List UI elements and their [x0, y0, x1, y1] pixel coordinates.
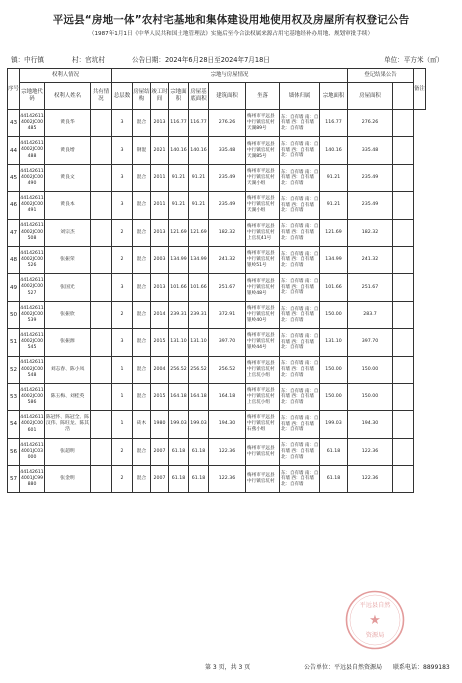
cell-year: 2007: [151, 438, 169, 465]
cell-remark: [393, 356, 414, 383]
cell-floors: 1: [112, 383, 133, 410]
cell-seq: 54: [8, 411, 20, 438]
cell-land-area: 164.18: [169, 383, 189, 410]
cell-boundaries: 东：自有墙 南：自有墙 西：自有墙 北：自有墙: [280, 356, 320, 383]
col-owner-name-header: 权利人姓名: [45, 83, 91, 110]
svg-text:★: ★: [369, 613, 381, 628]
cell-co-owner: [91, 301, 112, 328]
cell-boundaries: 东：自有墙 南：自有墙 西：自有墙 北：自有墙: [280, 110, 320, 137]
cell-seq: 49: [8, 274, 20, 301]
cell-base-area: 140.16: [189, 137, 209, 164]
cell-reg-land-area: 199.03: [320, 411, 348, 438]
table-row: [8, 383, 426, 410]
cell-land-area: 140.16: [169, 137, 189, 164]
cell-location: 梅州市平远县中行镇官坑村: [246, 466, 280, 493]
cell-seq: 53: [8, 383, 20, 410]
cell-land-area: 91.21: [169, 192, 189, 219]
cell-reg-building-area: 276.26: [348, 110, 393, 137]
cell-reg-land-area: 150.00: [320, 356, 348, 383]
cell-parcel-code: 441426114002JC00491: [20, 192, 45, 219]
cell-building-area: 182.32: [209, 219, 246, 246]
cell-land-area: 199.03: [169, 411, 189, 438]
cell-reg-building-area: 235.49: [348, 192, 393, 219]
cell-reg-building-area: 283.7: [348, 301, 393, 328]
cell-seq: 43: [8, 110, 20, 137]
cell-reg-building-area: 150.00: [348, 383, 393, 410]
cell-reg-land-area: 150.00: [320, 301, 348, 328]
cell-base-area: 61.18: [189, 438, 209, 465]
cell-land-area: 134.99: [169, 246, 189, 273]
table-row: [8, 110, 426, 137]
cell-owner-name: 张金明: [45, 466, 91, 493]
cell-boundaries: 东：自有墙 南：自有墙 西：自有墙 北：自有墙: [280, 219, 320, 246]
cell-co-owner: [91, 246, 112, 273]
cell-building-area: 372.91: [209, 301, 246, 328]
cell-remark: [393, 411, 414, 438]
cell-floors: 2: [112, 246, 133, 273]
cell-structure: 混合: [133, 383, 151, 410]
col-location-header: 坐落: [246, 83, 280, 110]
table-row: [8, 164, 426, 191]
table-row: [8, 274, 426, 301]
cell-co-owner: [91, 110, 112, 137]
announcing-org: 公告单位：平远县自然资源局: [304, 664, 383, 671]
cell-building-area: 194.30: [209, 411, 246, 438]
cell-reg-building-area: 235.49: [348, 164, 393, 191]
cell-reg-building-area: 150.00: [348, 356, 393, 383]
cell-reg-land-area: 91.21: [320, 164, 348, 191]
cell-parcel-code: 441426114002JC00548: [20, 356, 45, 383]
official-seal: [344, 589, 406, 651]
col-boundaries-header: 墙体归属: [280, 83, 320, 110]
cell-year: 2014: [151, 301, 169, 328]
cell-co-owner: [91, 383, 112, 410]
cell-floors: 2: [112, 466, 133, 493]
announcement-period: 公告日期：2024年6月28日至2024年7月18日: [132, 56, 270, 64]
cell-parcel-code: 441426114002JC00527: [20, 274, 45, 301]
col-building-area-header: 建筑面积: [209, 83, 246, 110]
cell-structure: 混合: [133, 246, 151, 273]
cell-base-area: 134.99: [189, 246, 209, 273]
cell-owner-name: 黄良增: [45, 137, 91, 164]
cell-parcel-code: 441426114002JC00490: [20, 164, 45, 191]
cell-location: 梅州市平远县中行镇官坑村: [246, 438, 280, 465]
table-row: [8, 137, 426, 164]
cell-parcel-code: 441426114002JC00526: [20, 246, 45, 273]
cell-structure: 混合: [133, 301, 151, 328]
cell-seq: 56: [8, 438, 20, 465]
cell-reg-building-area: 194.30: [348, 411, 393, 438]
cell-location: 梅州市平远县中行镇官坑村天湖小组: [246, 164, 280, 191]
cell-owner-name: 张振荣: [45, 246, 91, 273]
cell-remark: [393, 110, 414, 137]
cell-floors: 1: [112, 411, 133, 438]
cell-owner-name: 陈冠怀、陈冠全、陈汉伟、陈旺龙、陈其浩: [45, 411, 91, 438]
cell-remark: [393, 137, 414, 164]
cell-structure: 混合: [133, 192, 151, 219]
cell-floors: 3: [112, 137, 133, 164]
cell-reg-land-area: 131.10: [320, 329, 348, 356]
unit-label: 单位：平方米（㎡）: [384, 56, 444, 64]
cell-reg-building-area: 182.32: [348, 219, 393, 246]
cell-owner-name: 张超明: [45, 438, 91, 465]
cell-parcel-code: 441426114002JC00601: [20, 411, 45, 438]
table-row: [8, 466, 426, 493]
cell-co-owner: [91, 164, 112, 191]
cell-base-area: 116.77: [189, 110, 209, 137]
cell-remark: [393, 164, 414, 191]
cell-reg-land-area: 150.00: [320, 383, 348, 410]
cell-year: 2015: [151, 383, 169, 410]
cell-base-area: 239.31: [189, 301, 209, 328]
cell-co-owner: [91, 411, 112, 438]
cell-seq: 46: [8, 192, 20, 219]
cell-owner-name: 黄良文: [45, 164, 91, 191]
cell-building-area: 276.26: [209, 110, 246, 137]
cell-reg-building-area: 251.67: [348, 274, 393, 301]
table-row: [8, 246, 426, 273]
cell-structure: 混合: [133, 438, 151, 465]
cell-building-area: 235.49: [209, 164, 246, 191]
table-row: [8, 192, 426, 219]
table-row: [8, 356, 426, 383]
cell-remark: [393, 219, 414, 246]
col-co-owner-header: 共有情况: [91, 83, 112, 110]
cell-seq: 44: [8, 137, 20, 164]
cell-co-owner: [91, 192, 112, 219]
cell-reg-building-area: 335.48: [348, 137, 393, 164]
cell-structure: 钢混: [133, 137, 151, 164]
cell-building-area: 235.49: [209, 192, 246, 219]
cell-parcel-code: 441426114002JC00508: [20, 219, 45, 246]
cell-location: 梅州市平远县中行镇官坑村上官坑41号: [246, 219, 280, 246]
cell-building-area: 256.52: [209, 356, 246, 383]
cell-reg-building-area: 241.32: [348, 246, 393, 273]
cell-location: 梅州市平远县中行镇官坑村银岭51号: [246, 246, 280, 273]
cell-owner-name: 张国光: [45, 274, 91, 301]
cell-parcel-code: 441426114001JC03000: [20, 438, 45, 465]
cell-seq: 50: [8, 301, 20, 328]
cell-land-area: 91.21: [169, 164, 189, 191]
cell-floors: 1: [112, 356, 133, 383]
table-row: [8, 329, 426, 356]
cell-seq: 52: [8, 356, 20, 383]
cell-structure: 混合: [133, 274, 151, 301]
cell-reg-building-area: 122.36: [348, 438, 393, 465]
cell-structure: 砖木: [133, 411, 151, 438]
cell-floors: 3: [112, 329, 133, 356]
cell-co-owner: [91, 438, 112, 465]
cell-boundaries: 东：自有墙 南：自有墙 西：自有墙 北：自有墙: [280, 329, 320, 356]
cell-floors: 2: [112, 301, 133, 328]
registration-table-wrapper: [7, 68, 426, 493]
cell-structure: 混合: [133, 219, 151, 246]
cell-owner-name: 刘宗杰: [45, 219, 91, 246]
col-reg-building-area-header: 房屋面积: [348, 83, 393, 110]
cell-base-area: 61.18: [189, 466, 209, 493]
cell-building-area: 122.36: [209, 466, 246, 493]
cell-co-owner: [91, 356, 112, 383]
table-row: [8, 219, 426, 246]
cell-building-area: 251.67: [209, 274, 246, 301]
col-base-area-header: 房屋基底面积: [189, 83, 209, 110]
cell-boundaries: 东：自有墙 南：自有墙 西：自有墙 北：自有墙: [280, 164, 320, 191]
cell-owner-name: 刘志春、陈小凤: [45, 356, 91, 383]
table-row: [8, 411, 426, 438]
cell-base-area: 121.69: [189, 219, 209, 246]
col-structure-header: 房屋结构: [133, 83, 151, 110]
cell-floors: 2: [112, 438, 133, 465]
cell-year: 2003: [151, 246, 169, 273]
cell-year: 2013: [151, 219, 169, 246]
cell-boundaries: 东：自有墙 南：自有墙 西：自有墙 北：自有墙: [280, 192, 320, 219]
village-label: 村：官坑村: [72, 56, 105, 64]
cell-year: 2004: [151, 356, 169, 383]
cell-year: 2011: [151, 164, 169, 191]
cell-parcel-code: 441426114002JC00488: [20, 137, 45, 164]
cell-structure: 混合: [133, 356, 151, 383]
cell-reg-land-area: 61.18: [320, 438, 348, 465]
cell-year: 2013: [151, 274, 169, 301]
cell-parcel-code: 441426114002JC00539: [20, 301, 45, 328]
cell-building-area: 164.18: [209, 383, 246, 410]
cell-boundaries: 东：自有墙 南：自有墙 西：自有墙 北：自有墙: [280, 466, 320, 493]
cell-boundaries: 东：自有墙 南：自有墙 西：自有墙 北：自有墙: [280, 383, 320, 410]
cell-co-owner: [91, 137, 112, 164]
cell-base-area: 91.21: [189, 192, 209, 219]
cell-reg-land-area: 140.16: [320, 137, 348, 164]
cell-floors: 3: [112, 164, 133, 191]
cell-seq: 47: [8, 219, 20, 246]
cell-parcel-code: 441426114002JC00586: [20, 383, 45, 410]
cell-floors: 2: [112, 219, 133, 246]
cell-location: 梅州市平远县中行镇官坑村石燕小组: [246, 411, 280, 438]
cell-seq: 45: [8, 164, 20, 191]
cell-remark: [393, 274, 414, 301]
cell-structure: 混合: [133, 466, 151, 493]
cell-year: 2011: [151, 192, 169, 219]
cell-remark: [393, 466, 414, 493]
cell-seq: 57: [8, 466, 20, 493]
cell-floors: 3: [112, 274, 133, 301]
cell-year: 2015: [151, 329, 169, 356]
cell-reg-land-area: 101.66: [320, 274, 348, 301]
cell-base-area: 164.18: [189, 383, 209, 410]
cell-parcel-code: 441426114002JC00545: [20, 329, 45, 356]
cell-remark: [393, 383, 414, 410]
cell-land-area: 239.31: [169, 301, 189, 328]
svg-text:资源局: 资源局: [365, 632, 385, 639]
col-land-group-header: 宗地与房屋情况: [112, 69, 348, 83]
cell-base-area: 101.66: [189, 274, 209, 301]
cell-owner-name: 张振源: [45, 329, 91, 356]
table-row: [8, 438, 426, 465]
cell-boundaries: 东：自有墙 南：自有墙 西：自有墙 北：自有墙: [280, 246, 320, 273]
col-year-header: 竣工时间: [151, 83, 169, 110]
cell-remark: [393, 246, 414, 273]
cell-parcel-code: 441426114001JC99880: [20, 466, 45, 493]
cell-building-area: 397.70: [209, 329, 246, 356]
cell-seq: 51: [8, 329, 20, 356]
col-owner-group-header: 权利人情况: [20, 69, 112, 83]
cell-owner-name: 黄良华: [45, 110, 91, 137]
cell-year: 1980: [151, 411, 169, 438]
cell-base-area: 256.52: [189, 356, 209, 383]
cell-year: 2007: [151, 466, 169, 493]
contact-phone: 联系电话：8899183: [393, 664, 450, 671]
cell-owner-name: 张振欣: [45, 301, 91, 328]
cell-remark: [393, 192, 414, 219]
col-result-group-header: 登记结果公告: [348, 69, 414, 83]
town-label: 镇：中行镇: [11, 56, 44, 64]
cell-structure: 混合: [133, 110, 151, 137]
cell-location: 梅州市平远县中行镇官坑村天湖小组: [246, 192, 280, 219]
cell-land-area: 131.10: [169, 329, 189, 356]
cell-year: 2013: [151, 110, 169, 137]
cell-owner-name: 陈玉梅、刘桂英: [45, 383, 91, 410]
cell-boundaries: 东：自有墙 南：自有墙 西：自有墙 北：自有墙: [280, 411, 320, 438]
cell-location: 梅州市平远县中行镇官坑村天湖89号: [246, 110, 280, 137]
cell-land-area: 101.66: [169, 274, 189, 301]
col-reg-land-area-header: 宗地面积: [320, 83, 348, 110]
cell-building-area: 122.36: [209, 438, 246, 465]
cell-boundaries: 东：自有墙 南：自有墙 西：自有墙 北：自有墙: [280, 301, 320, 328]
cell-co-owner: [91, 466, 112, 493]
cell-year: 2021: [151, 137, 169, 164]
cell-reg-land-area: 116.77: [320, 110, 348, 137]
cell-floors: 3: [112, 110, 133, 137]
cell-reg-land-area: 91.21: [320, 192, 348, 219]
cell-building-area: 241.32: [209, 246, 246, 273]
cell-reg-building-area: 122.36: [348, 466, 393, 493]
cell-remark: [393, 301, 414, 328]
cell-location: 梅州市平远县中行镇官坑村银岭40号: [246, 301, 280, 328]
col-floors-header: 总层数: [112, 83, 133, 110]
cell-remark: [393, 329, 414, 356]
cell-base-area: 91.21: [189, 164, 209, 191]
cell-structure: 混合: [133, 164, 151, 191]
cell-land-area: 61.18: [169, 466, 189, 493]
page-indicator: 第 3 页，共 3 页: [205, 664, 251, 671]
registration-table: [7, 68, 426, 493]
cell-structure: 混合: [133, 329, 151, 356]
cell-remark: [393, 438, 414, 465]
cell-location: 梅州市平远县中行镇官坑村上官坑小组: [246, 356, 280, 383]
cell-co-owner: [91, 219, 112, 246]
svg-text:平远县自然: 平远县自然: [359, 602, 391, 609]
cell-location: 梅州市平远县中行镇官坑村天湖85号: [246, 137, 280, 164]
col-land-area-header: 宗地面积: [169, 83, 189, 110]
cell-seq: 48: [8, 246, 20, 273]
cell-reg-land-area: 121.69: [320, 219, 348, 246]
cell-base-area: 199.03: [189, 411, 209, 438]
document-subtitle: （1987年1月1日《中华人民共和国土地管理法》实施后至今合法权属来源占用宅基地经补办用地、规划审批手续）: [88, 31, 374, 37]
cell-building-area: 335.48: [209, 137, 246, 164]
cell-reg-land-area: 61.18: [320, 466, 348, 493]
cell-boundaries: 东：自有墙 南：自有墙 西：自有墙 北：自有墙: [280, 274, 320, 301]
cell-base-area: 131.10: [189, 329, 209, 356]
cell-boundaries: 东：自有墙 南：自有墙 西：自有墙 北：自有墙: [280, 137, 320, 164]
cell-parcel-code: 441426114002JC00485: [20, 110, 45, 137]
cell-co-owner: [91, 274, 112, 301]
cell-owner-name: 黄良本: [45, 192, 91, 219]
cell-reg-building-area: 397.70: [348, 329, 393, 356]
cell-reg-land-area: 134.99: [320, 246, 348, 273]
col-parcel-code-header: 宗地地代码: [20, 83, 45, 110]
cell-land-area: 256.52: [169, 356, 189, 383]
cell-floors: 3: [112, 192, 133, 219]
cell-boundaries: 东：自有墙 南：自有墙 西：自有墙 北：自有墙: [280, 438, 320, 465]
cell-location: 梅州市平远县中行镇官坑村银岭44号: [246, 329, 280, 356]
cell-co-owner: [91, 329, 112, 356]
col-remark-header: 备注: [414, 69, 426, 110]
cell-land-area: 116.77: [169, 110, 189, 137]
cell-land-area: 61.18: [169, 438, 189, 465]
col-seq-header: 序号: [8, 69, 20, 110]
table-row: [8, 301, 426, 328]
document-title: 平远县“房地一体”农村宅基地和集体建设用地使用权及房屋所有权登记公告: [52, 14, 410, 26]
cell-land-area: 121.69: [169, 219, 189, 246]
cell-location: 梅州市平远县中行镇官坑村上官坑小组: [246, 383, 280, 410]
cell-location: 梅州市平远县中行镇官坑村银岭48号: [246, 274, 280, 301]
